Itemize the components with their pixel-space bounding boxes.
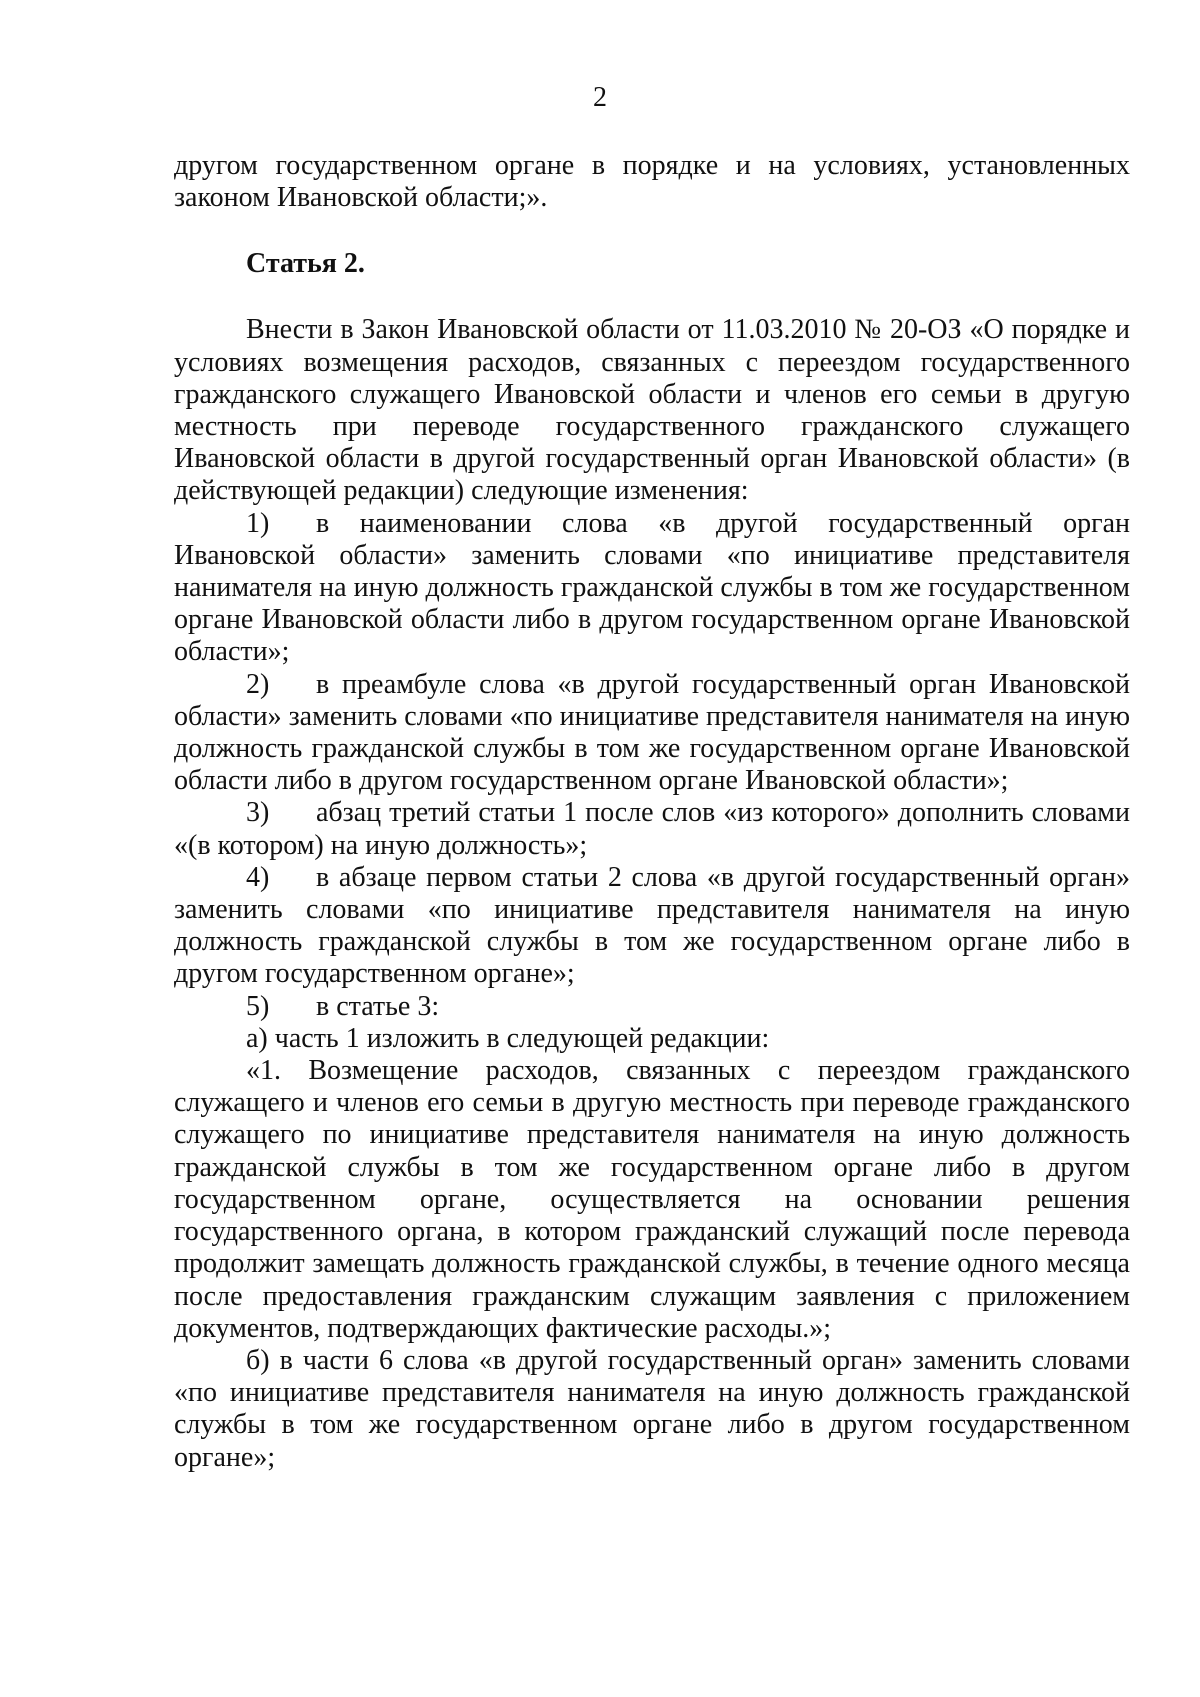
item-text: в абзаце первом статьи 2 слова «в другой государственный орган» заменить словами «по инициативе представителя нанимателя на иную должность гражданской службы в том же государственном органе либо в другом государственном органе»; bbox=[174, 861, 1130, 990]
list-item bbox=[174, 508, 1130, 669]
item-number: 2) bbox=[246, 668, 270, 700]
list-item bbox=[174, 797, 1130, 861]
item-text: в преамбуле слова «в другой государственный орган Ивановской области» заменить словами «по инициативе представителя нанимателя на иную должность гражданской службы в том же государственном органе Ивановской области либо в другом государственном органе Ивановской области»; bbox=[174, 668, 1130, 797]
subitem-a-quote: «1. Возмещение расходов, связанных с переездом гражданского служащего и членов его семьи в другую местность при переводе гражданского служащего по инициативе представителя нанимателя на иную должность гражданской службы в том же государственном органе либо в другом государственном органе, осуществляется на основании решения государственного органа, в котором гражданский служащий после перевода продолжит замещать должность гражданской службы, в течение одного месяца после предоставления гражданским служащим заявления с приложением документов, подтверждающих фактические расходы.»; bbox=[174, 1055, 1130, 1344]
subitem-a-intro: а) часть 1 изложить в следующей редакции: bbox=[246, 1022, 770, 1054]
subitem-b: б) в части 6 слова «в другой государственный орган» заменить словами «по инициативе представителя нанимателя на иную должность гражданской службы в том же государственном органе либо в другом государственном органе»; bbox=[174, 1344, 1130, 1473]
article-heading: Статья 2. bbox=[246, 248, 365, 280]
list-item bbox=[174, 862, 1130, 991]
item-text: абзац третий статьи 1 после слов «из которого» дополнить словами «(в котором) на иную должность»; bbox=[174, 797, 1130, 861]
item-number: 3) bbox=[246, 797, 270, 829]
document-body bbox=[174, 150, 1130, 1474]
item-text: в наименовании слова «в другой государственный орган Ивановской области» заменить словами «по инициативе представителя нанимателя на иную должность гражданской службы в том же государственном органе Ивановской области либо в другом государственном органе Ивановской области»; bbox=[174, 507, 1130, 668]
list-item bbox=[174, 669, 1130, 798]
item-number: 1) bbox=[246, 507, 270, 539]
item-number: 5) bbox=[246, 990, 270, 1022]
list-item bbox=[174, 991, 1130, 1023]
page-number: 2 bbox=[593, 82, 607, 113]
item-number: 4) bbox=[246, 861, 270, 893]
intro-paragraph: Внести в Закон Ивановской области от 11.03.2010 № 20-ОЗ «О порядке и условиях возмещения расходов, связанных с переездом государственного гражданского служащего Ивановской области и членов его семьи в другую местность при переводе государственного гражданского служащего Ивановской области в другой государственный орган Ивановской области» (в действующей редакции) следующие изменения: bbox=[174, 314, 1130, 507]
item-text: в статье 3: bbox=[316, 990, 440, 1022]
opening-paragraph: другом государственном органе в порядке и на условиях, установленных законом Ивановской области;». bbox=[174, 150, 1130, 214]
